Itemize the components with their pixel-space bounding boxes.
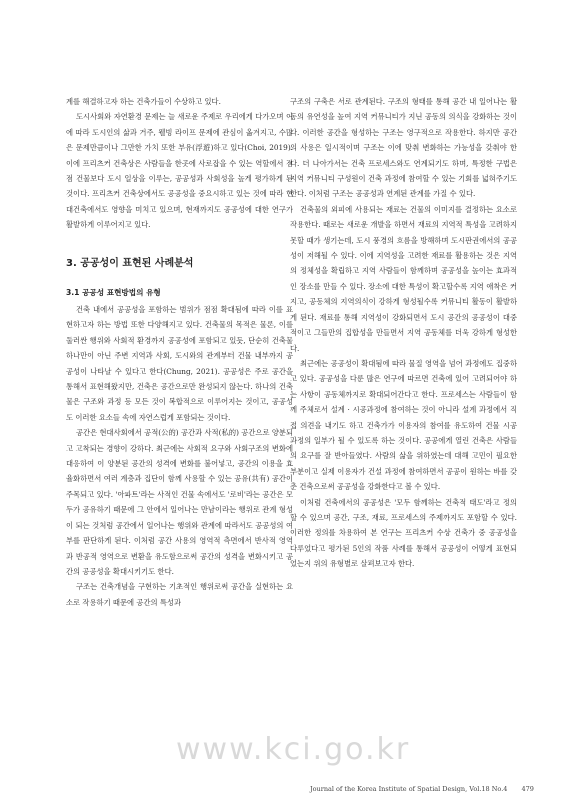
paragraph: 구조의 구축은 서로 관계된다. 구조의 형태를 통해 공간 내 일어나는 활동의 유연성을 높여 지역 커뮤니티가 지닌 공동의 의식을 강화하는 것이다. 이러한 공간을 형성하는 구조는 영구적으로 작용한다. 하지만 공간의 사용은 일시적이며 구조는 이에 맞춰 변화하는 가능성을 갖춰야 한다. 더 나아가서는 건축 프로세스와도 연계되기도 하며, 특정한 구법은 지역 커뮤니티 구성원이 건축 과정에 참여할 수 있는 기회를 넓혀주기도 한다. 이처럼 구조는 공공성과 연계된 관계를 가질 수 있다.	[290, 97, 517, 199]
journal-name: Journal of the Korea Institute of Spatial Design, Vol.18 No.4	[310, 785, 508, 793]
right-column	[290, 94, 517, 572]
paragraph: 계를 해결하고자 하는 건축가들이 수상하고 있다.	[66, 97, 221, 106]
paragraph: 도시사회와 자연환경 문제는 늘 새로운 주제로 우리에게 다가오며 이에 따라 도시인의 삶과 거주, 웰빙 라이프 문제에 관심이 옮겨지고, 수많은 문제만큼이나 그만한 가치 또한 부유(浮遊)하고 있다(Choi, 2019). 이에 프리츠커 건축상은 사람들을 한곳에 사로잡을 수 있는 역할에서 점점 건물보다 도시 일상을 이루는, 공공성과 사회성을 높게 평가하게 된 것이다. 프리츠커 건축상에서도 공공성을 중요시하고 있는 것에 따라 현대건축에서도 영향을 미치고 있으며, 현재까지도 공공성에 대한 연구가 활발하게 이루어지고 있다.	[66, 112, 293, 230]
paragraph: 공간은 현대사회에서 공적(公的) 공간과 사적(私的) 공간으로 양분되고 고착되는 경향이 강하다. 최근에는 사회적 요구와 사회구조의 변화에 대응하여 이 양분된 공간의 성격에 변화를 불어넣고, 공간의 이용을 효율화하면서 여러 계층과 집단이 함께 사용할 수 있는 공유(共有) 공간이 주목되고 있다. '아파트'라는 사적인 건물 속에서도 '로비'라는 공간은 모두가 공유하기 때문에 그 안에서 일어나는 만남이라는 행위로 관계 형성이 되는 것처럼 공간에서 일어나는 행위와 관계에 따라서도 공공성의 여부를 판단하게 된다. 이처럼 공간 사용의 영역적 측면에서 반사적 영역과 반공적 영역으로 변환을 유도함으로써 공간의 성격을 변화시키고 공간의 공공성을 확대시키기도 한다.	[66, 428, 293, 576]
paragraph: 건축 내에서 공공성을 포함하는 범위가 점점 확대됨에 따라 이를 표현하고자 하는 방법 또한 다양해지고 있다. 건축물의 목적은 물론, 이를 둘러싼 행위와 사회적 환경까지 공공성에 포함되고 있듯, 단순히 건축물 하나만이 아닌 주변 지역과 사회, 도시와의 관계부터 건물 내부까지 공공성이 나타날 수 있다고 한다(Chung, 2021). 공공성은 주로 공간을 통해서 표현해왔지만, 건축은 공간으로만 완성되지 않는다. 하나의 건축물은 구조와 과정 등 모든 것이 복합적으로 이루어지는 것이고, 공공성도 이러한 요소들 속에 자연스럽게 포함되는 것이다.	[66, 305, 293, 422]
subsection-heading: 3.1 공공성 표현방법의 유형	[66, 288, 161, 297]
section-heading: 3. 공공성이 표현된 사례분석	[66, 258, 194, 269]
paragraph: 건축물의 외피에 사용되는 재료는 건물의 이미지를 결정하는 요소로 작용한다. 때로는 새로운 개발을 하면서 재료의 지역적 특성을 고려하지 못할 때가 생기는데, 도시 풍경의 흐름을 방해하며 도시판권에서의 공공성이 저해될 수 있다. 이에 지역성을 고려한 재료를 활용하는 것은 지역의 정체성을 확립하고 지역 사람들이 함께하며 공공성을 높이는 효과적인 장소를 만들 수 있다. 장소에 대한 특성이 확고할수록 지역 애착은 커지고, 공동체의 지역의식이 강하게 형성될수록 커뮤니티 활동이 활발하게 된다. 재료를 통해 지역성이 강화되면서 도시 공간의 공공성이 대중적이고 그들만의 집합성을 만들면서 지역 공동체를 더욱 강하게 형성한다.	[290, 204, 517, 353]
paragraph: 구조는 건축개념을 구현하는 기초적인 행위로써 공간을 실현하는 요소로 작용하기 때문에 공간의 특성과	[66, 582, 293, 607]
paragraph: 이처럼 건축에서의 공공성은 '모두 함께하는 건축적 태도'라고 정의할 수 있으며 공간, 구조, 재료, 프로세스의 주제까지도 포함할 수 있다. 이러한 정의를 차용하여 본 연구는 프리츠커 수상 건축가 중 공공성을 다루었다고 평가된 5인의 작품 사례를 통해서 공공성이 어떻게 표현되었는지 위의 유형별로 살펴보고자 한다.	[290, 497, 517, 569]
watermark: www.kci.go.kr	[176, 732, 411, 767]
page-number: 479	[521, 785, 534, 793]
left-column-body	[66, 302, 293, 610]
left-column-top	[66, 94, 293, 233]
paragraph: 최근에는 공공성이 확대됨에 따라 물질 영역을 넘어 과정에도 집중하고 있다. 공공성을 다룬 많은 연구에 따르면 건축에 있어 고려되어야 하는 사항이 공동체까지로 확대되어간다고 한다. 프로세스는 사람들이 함께 주체로서 설계 · 시공과정에 참여하는 것이 아니라 설계 과정에서 직접 의견을 내기도 하고 건축가가 이용자의 참여를 유도하여 건물 시공 과정의 일부가 될 수 있도록 하는 것이다. 공공에게 열린 건축은 사람들의 요구를 잘 반아들였다. 사람의 삶을 위하였는데 대해 고민이 필요한 부분이고 실제 이용자가 건설 과정에 참여하면서 공공이 원하는 바를 갖춘 건축으로써 공공성을 강화한다고 볼 수 있다.	[290, 358, 517, 492]
page-footer	[310, 785, 534, 793]
